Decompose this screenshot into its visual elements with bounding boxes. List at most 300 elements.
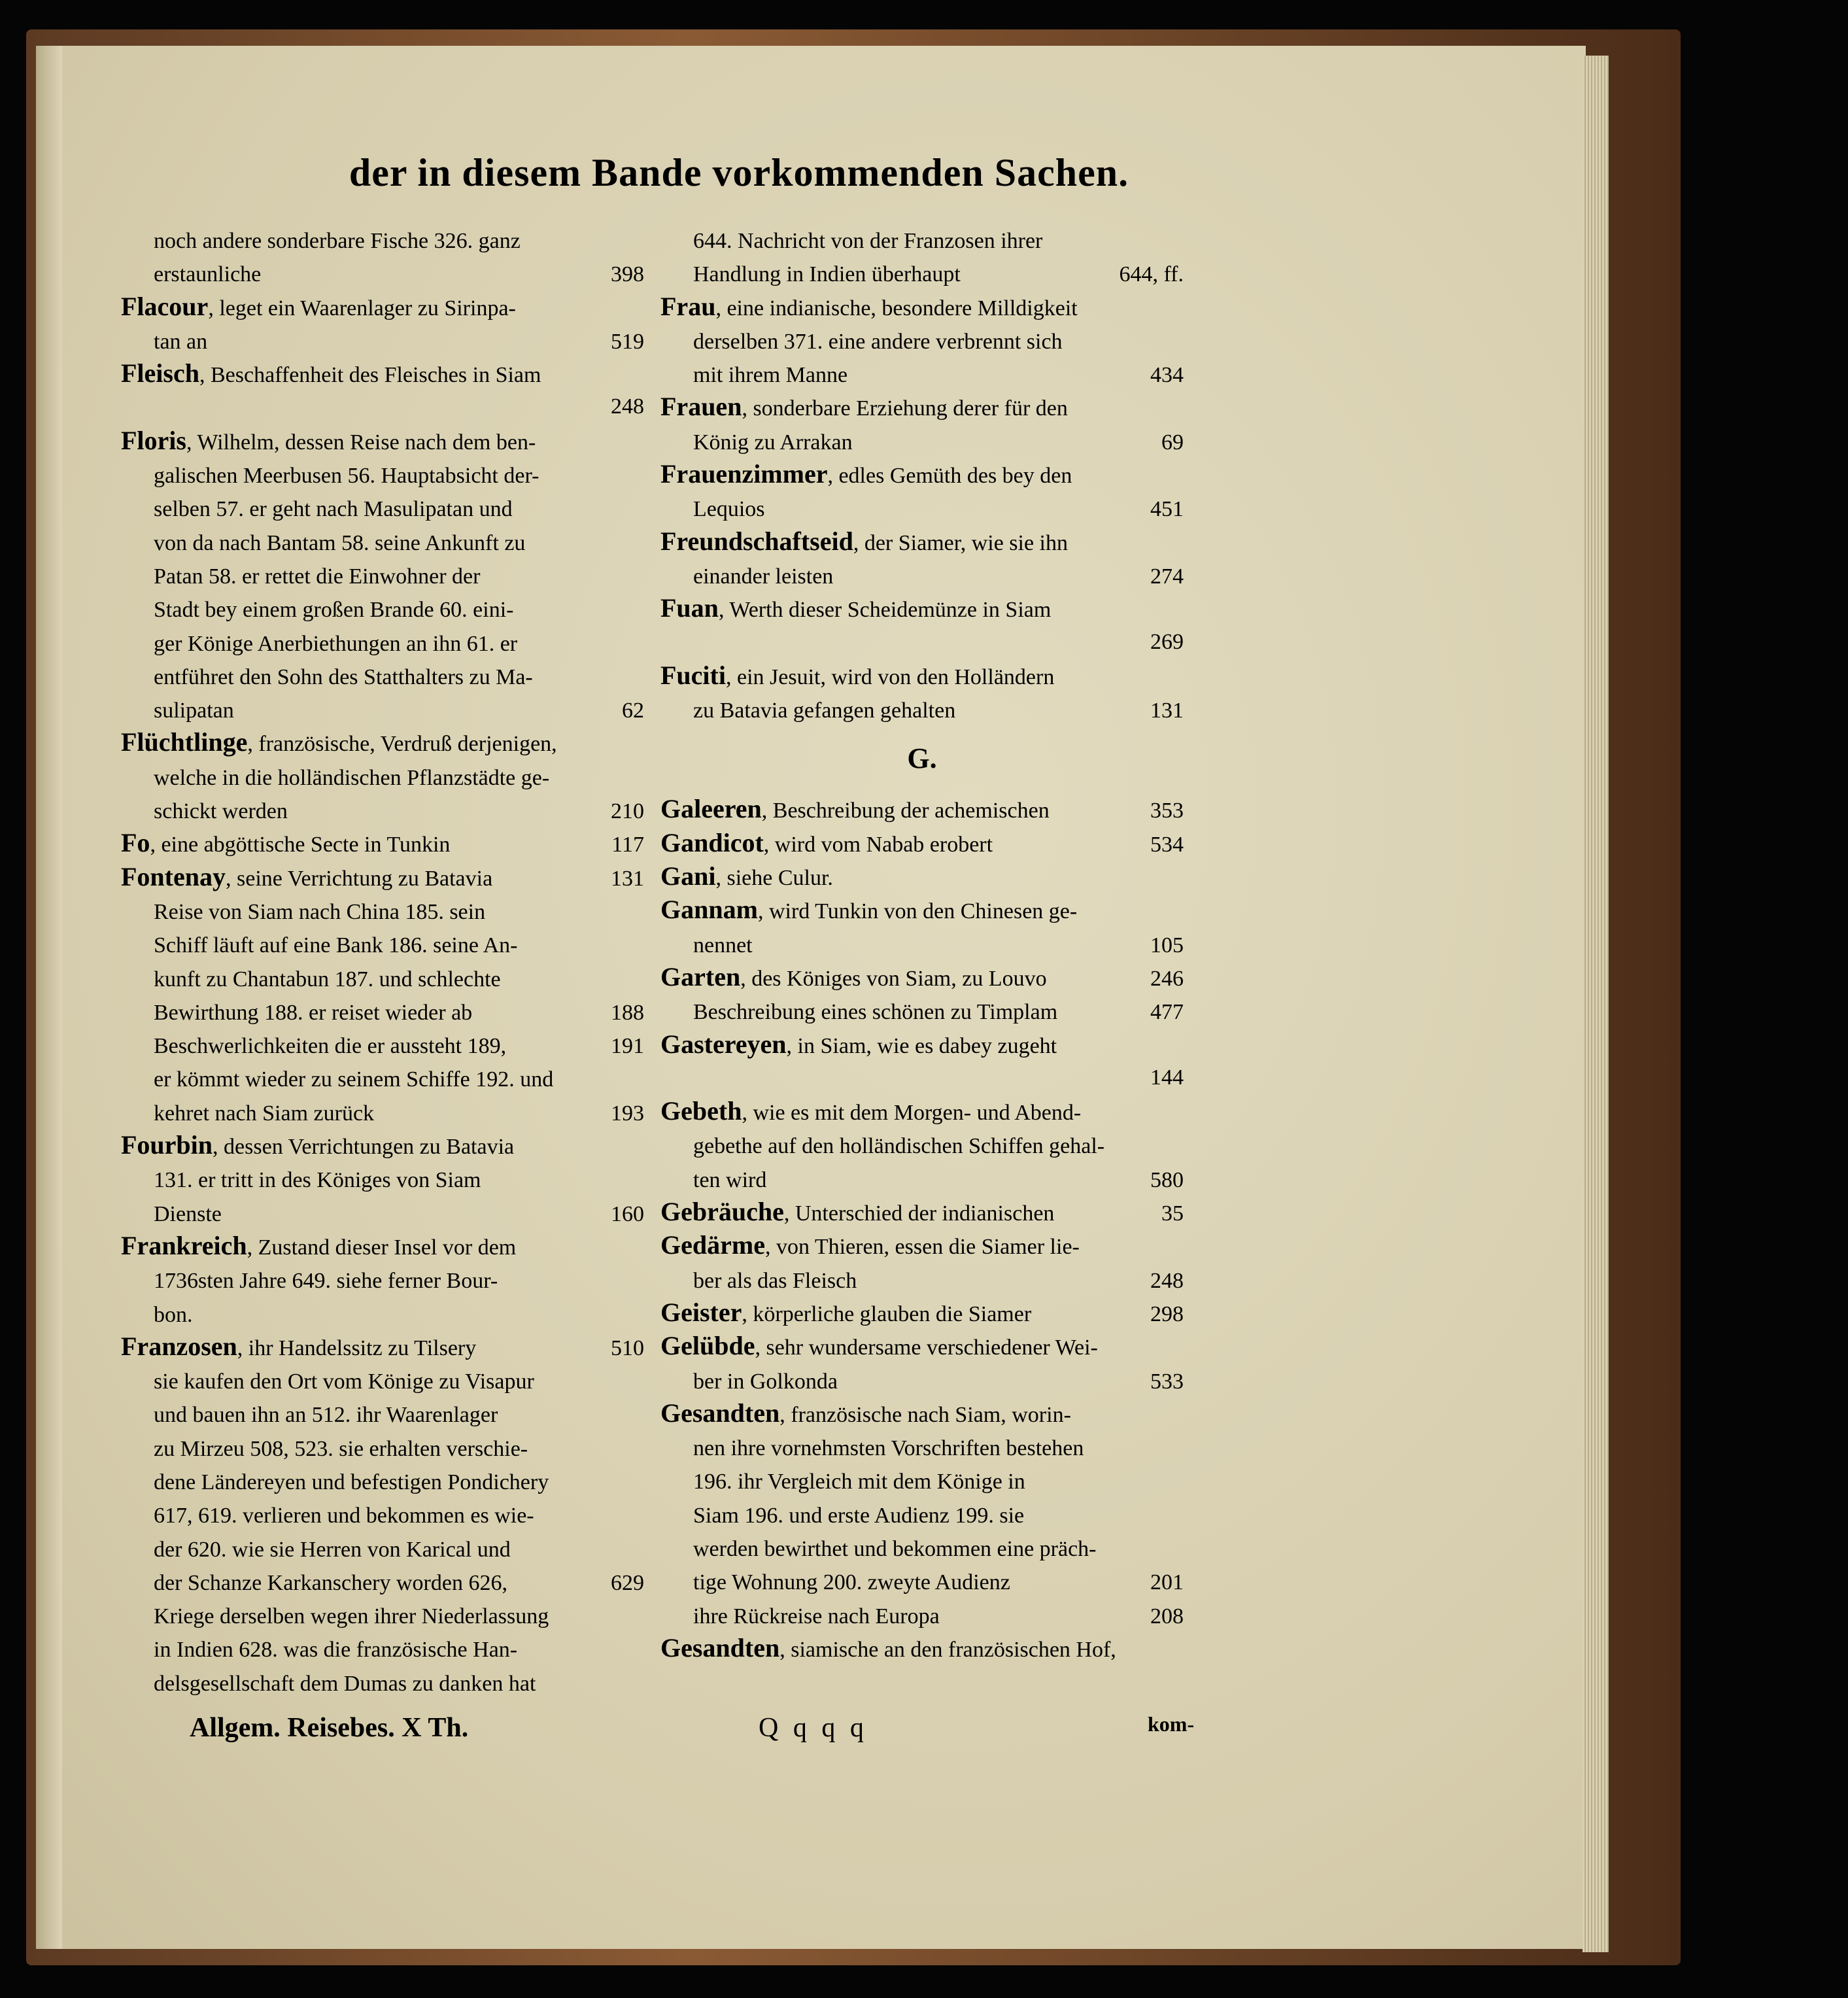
index-description: sie kaufen den Ort vom Könige zu Visapur bbox=[154, 1369, 534, 1394]
index-entry-text bbox=[121, 1464, 549, 1497]
index-description: , sehr wundersame verschiedener Wei- bbox=[755, 1335, 1098, 1360]
index-line bbox=[660, 960, 1184, 993]
index-page-number: 210 bbox=[611, 799, 644, 824]
index-line bbox=[121, 994, 644, 1027]
index-column-left bbox=[121, 222, 644, 1698]
index-entry-text bbox=[660, 424, 853, 457]
index-entry-text bbox=[121, 659, 533, 692]
index-entry-text bbox=[121, 1363, 534, 1396]
index-line bbox=[660, 356, 1184, 390]
index-page-number: 248 bbox=[1150, 1268, 1184, 1293]
index-entry-text bbox=[660, 1329, 1098, 1362]
index-line bbox=[660, 927, 1184, 960]
index-entry-text bbox=[660, 993, 1057, 1027]
index-line bbox=[660, 1631, 1184, 1664]
index-entry-text bbox=[660, 1631, 1116, 1664]
index-line bbox=[660, 256, 1184, 289]
index-page-number: 274 bbox=[1150, 564, 1184, 589]
index-entry-text bbox=[121, 1027, 506, 1061]
index-line bbox=[121, 659, 644, 692]
index-page-number: 69 bbox=[1161, 430, 1184, 455]
index-line bbox=[121, 793, 644, 826]
index-line bbox=[121, 1497, 644, 1530]
index-entry-text bbox=[121, 1330, 476, 1363]
index-entry-text bbox=[660, 1296, 1031, 1329]
index-line bbox=[660, 1262, 1184, 1296]
index-page-number: 160 bbox=[611, 1201, 644, 1226]
index-page-number: 644, ff. bbox=[1119, 262, 1184, 287]
index-description: delsgesellschaft dem Dumas zu danken hat bbox=[154, 1671, 536, 1696]
index-line bbox=[121, 725, 644, 759]
index-description: mit ihrem Manne bbox=[693, 363, 848, 388]
index-line bbox=[121, 927, 644, 960]
index-keyword: Fleisch bbox=[121, 358, 199, 388]
index-description: , leget ein Waarenlager zu Sirinpa- bbox=[208, 296, 516, 320]
index-description: zu Batavia gefangen gehalten bbox=[693, 698, 956, 723]
index-keyword: Gebeth bbox=[660, 1096, 742, 1126]
index-keyword: Gelübde bbox=[660, 1331, 755, 1361]
index-line bbox=[660, 1430, 1184, 1463]
index-entry-text bbox=[121, 1598, 549, 1631]
index-entry-text bbox=[660, 1128, 1104, 1161]
index-entry-text bbox=[660, 927, 753, 960]
index-line bbox=[121, 860, 644, 893]
index-description: , Werth dieser Scheidemünze in Siam bbox=[718, 598, 1052, 623]
index-description: , Beschreibung der achemischen bbox=[761, 799, 1050, 823]
index-line bbox=[660, 491, 1184, 524]
index-entry-text bbox=[121, 1095, 374, 1128]
index-keyword: Frau bbox=[660, 291, 716, 321]
index-entry-text bbox=[121, 1531, 511, 1564]
index-entry-text bbox=[660, 659, 1054, 692]
index-page-number: 35 bbox=[1161, 1201, 1184, 1226]
index-description: nennet bbox=[693, 933, 753, 957]
index-description: Kriege derselben wegen ihrer Niederlassung bbox=[154, 1604, 549, 1629]
index-line bbox=[660, 792, 1184, 825]
index-description: , ein Jesuit, wird von den Holländern bbox=[725, 664, 1055, 689]
index-entry-text bbox=[121, 1262, 498, 1296]
section-letter-heading: G. bbox=[907, 742, 937, 775]
index-keyword: Frauen bbox=[660, 392, 742, 422]
index-line bbox=[121, 893, 644, 927]
index-line bbox=[660, 457, 1184, 491]
index-entry-text bbox=[121, 1061, 553, 1094]
index-entry-text bbox=[121, 1430, 528, 1464]
index-line bbox=[121, 1196, 644, 1229]
gutter-shadow bbox=[36, 46, 62, 1949]
index-description: gebethe auf den holländischen Schiffen gehal- bbox=[693, 1134, 1105, 1159]
index-line bbox=[660, 390, 1184, 423]
index-keyword: Fuciti bbox=[660, 660, 726, 690]
index-entry-text bbox=[660, 826, 993, 859]
index-entry-text bbox=[660, 692, 955, 725]
index-entry-text bbox=[660, 1530, 1096, 1564]
index-keyword: Flüchtlinge bbox=[121, 727, 248, 757]
index-keyword: Frauenzimmer bbox=[660, 459, 828, 489]
index-entry-text bbox=[660, 1497, 1024, 1530]
index-description: ber als das Fleisch bbox=[693, 1268, 857, 1293]
index-line bbox=[660, 659, 1184, 692]
index-entry-text bbox=[660, 792, 1050, 825]
index-description: dene Ländereyen und befestigen Pondichery bbox=[154, 1470, 549, 1494]
index-entry-text bbox=[121, 759, 549, 793]
index-description: , französische, Verdruß derjenigen, bbox=[247, 732, 557, 757]
index-entry-text bbox=[660, 558, 833, 591]
footer-catchword: kom- bbox=[1148, 1712, 1195, 1736]
index-description: König zu Arrakan bbox=[693, 430, 853, 455]
index-description: Reise von Siam nach China 185. sein bbox=[154, 899, 486, 924]
index-description: 644. Nachricht von der Franzosen ihrer bbox=[693, 229, 1043, 253]
index-line bbox=[121, 558, 644, 591]
index-entry-text bbox=[121, 290, 516, 323]
index-line bbox=[121, 591, 644, 625]
index-line bbox=[121, 1128, 644, 1162]
index-description: Schiff läuft auf eine Bank 186. seine An- bbox=[154, 933, 518, 958]
index-line bbox=[660, 1228, 1184, 1262]
index-description: ihre Rückreise nach Europa bbox=[693, 1604, 940, 1628]
index-description: , Zustand dieser Insel vor dem bbox=[247, 1235, 517, 1260]
index-entry-text bbox=[121, 1564, 507, 1598]
index-line bbox=[121, 1598, 644, 1631]
index-column-right bbox=[660, 222, 1184, 1664]
index-entry-text bbox=[660, 1228, 1080, 1262]
index-line bbox=[660, 424, 1184, 457]
index-line bbox=[660, 1128, 1184, 1161]
index-entry-text bbox=[121, 961, 501, 994]
index-line bbox=[660, 1396, 1184, 1430]
index-line bbox=[660, 1363, 1184, 1396]
index-line bbox=[660, 625, 1184, 659]
index-entry-text bbox=[660, 457, 1072, 491]
index-line bbox=[660, 826, 1184, 859]
index-entry-text bbox=[660, 591, 1051, 625]
index-keyword: Geister bbox=[660, 1297, 742, 1327]
index-keyword: Gebräuche bbox=[660, 1197, 784, 1227]
index-keyword: Gastereyen bbox=[660, 1029, 787, 1059]
index-line bbox=[121, 1430, 644, 1464]
index-entry-text bbox=[121, 692, 234, 725]
index-line bbox=[660, 1027, 1184, 1061]
index-description: Beschreibung eines schönen zu Timplam bbox=[693, 1000, 1058, 1025]
index-description: einander leisten bbox=[693, 564, 834, 589]
index-description: von da nach Bantam 58. seine Ankunft zu bbox=[154, 530, 526, 555]
index-description: , körperliche glauben die Siamer bbox=[742, 1301, 1032, 1326]
index-description: , eine indianische, besondere Milldigkeit bbox=[715, 296, 1078, 320]
index-entry-text bbox=[121, 457, 539, 491]
index-entry-text bbox=[660, 356, 847, 390]
index-entry-text bbox=[660, 525, 1068, 558]
index-line bbox=[660, 591, 1184, 625]
index-page-number: 248 bbox=[611, 394, 644, 419]
index-entry-text bbox=[660, 859, 833, 893]
index-page-number: 246 bbox=[1150, 966, 1184, 991]
index-line bbox=[121, 625, 644, 659]
index-description: ber in Golkonda bbox=[693, 1369, 838, 1394]
index-description: bon. bbox=[154, 1302, 193, 1327]
index-description: werden bewirthet und bekommen eine präch- bbox=[693, 1536, 1097, 1561]
index-entry-text bbox=[121, 1497, 534, 1530]
index-entry-text bbox=[121, 424, 536, 457]
index-keyword: Franzosen bbox=[121, 1331, 237, 1361]
index-entry-text bbox=[121, 256, 261, 289]
index-description: , sonderbare Erziehung derer für den bbox=[742, 396, 1068, 421]
index-line bbox=[660, 1598, 1184, 1631]
index-description: , ihr Handelssitz zu Tilsery bbox=[237, 1335, 477, 1360]
index-line bbox=[660, 222, 1184, 256]
index-description: , siehe Culur. bbox=[715, 866, 833, 891]
index-description: und bauen ihn an 512. ihr Waarenlager bbox=[154, 1403, 498, 1428]
index-entry-text bbox=[121, 994, 472, 1027]
index-page-number: 208 bbox=[1150, 1604, 1184, 1628]
index-page-number: 298 bbox=[1150, 1301, 1184, 1326]
index-line bbox=[660, 859, 1184, 893]
footer-signature-mark: Q q q q bbox=[759, 1713, 868, 1743]
index-line bbox=[121, 390, 644, 423]
index-line bbox=[660, 1195, 1184, 1228]
index-description: selben 57. er geht nach Masulipatan und bbox=[154, 497, 513, 522]
index-keyword: Fontenay bbox=[121, 861, 226, 891]
index-entry-text bbox=[121, 525, 525, 558]
index-description: schickt werden bbox=[154, 799, 288, 824]
index-page-number: 534 bbox=[1150, 832, 1184, 857]
index-description: galischen Meerbusen 56. Hauptabsicht der- bbox=[154, 464, 539, 489]
index-description: Dienste bbox=[154, 1201, 222, 1226]
index-entry-text bbox=[660, 1598, 940, 1631]
page-fore-edge bbox=[1583, 56, 1609, 1952]
index-keyword: Gandicot bbox=[660, 827, 764, 857]
index-keyword: Freundschaftseid bbox=[660, 526, 853, 556]
index-page-number: 434 bbox=[1150, 363, 1184, 388]
index-page-number: 193 bbox=[611, 1101, 644, 1126]
index-description: Bewirthung 188. er reiset wieder ab bbox=[154, 1000, 473, 1025]
index-line bbox=[660, 1530, 1184, 1564]
index-entry-text bbox=[660, 1463, 1025, 1496]
index-entry-text bbox=[660, 1027, 1057, 1061]
index-line bbox=[121, 424, 644, 457]
index-line bbox=[660, 1463, 1184, 1496]
index-line bbox=[660, 1329, 1184, 1362]
index-entry-text bbox=[660, 960, 1047, 993]
index-description: , wird Tunkin von den Chinesen ge- bbox=[757, 899, 1078, 924]
index-description: kunft zu Chantabun 187. und schlechte bbox=[154, 967, 501, 991]
index-description: , Beschaffenheit des Fleisches in Siam bbox=[199, 363, 541, 388]
index-entry-text bbox=[660, 256, 961, 289]
index-line bbox=[121, 290, 644, 323]
index-line bbox=[121, 356, 644, 390]
index-line bbox=[121, 1162, 644, 1195]
index-line bbox=[660, 525, 1184, 558]
index-entry-text bbox=[121, 491, 513, 524]
index-keyword: Garten bbox=[660, 961, 741, 991]
index-description: Stadt bey einem großen Brande 60. eini- bbox=[154, 598, 514, 623]
index-line bbox=[660, 1061, 1184, 1094]
index-line bbox=[121, 1631, 644, 1664]
index-description: tige Wohnung 200. zweyte Audienz bbox=[693, 1570, 1010, 1595]
index-entry-text bbox=[660, 1430, 1084, 1463]
index-line bbox=[660, 893, 1184, 926]
index-line bbox=[660, 1564, 1184, 1597]
index-entry-text bbox=[121, 1396, 498, 1430]
index-line bbox=[121, 491, 644, 524]
index-keyword: Floris bbox=[121, 425, 186, 455]
index-line bbox=[660, 323, 1184, 356]
index-line bbox=[121, 323, 644, 356]
index-keyword: Flacour bbox=[121, 291, 209, 321]
index-entry-text bbox=[660, 1094, 1081, 1128]
index-description: welche in die holländischen Pflanzstädte ge- bbox=[154, 765, 550, 790]
index-line bbox=[121, 1330, 644, 1363]
index-line bbox=[121, 457, 644, 491]
index-description: , in Siam, wie es dabey zugeht bbox=[786, 1033, 1057, 1058]
index-entry-text bbox=[121, 826, 450, 859]
index-page-number: 144 bbox=[1150, 1065, 1184, 1090]
index-description: 1736sten Jahre 649. siehe ferner Bour- bbox=[154, 1269, 498, 1294]
index-keyword: Frankreich bbox=[121, 1230, 247, 1260]
index-line bbox=[121, 1027, 644, 1061]
index-description: noch andere sonderbare Fische 326. ganz bbox=[154, 229, 521, 253]
index-description: , edles Gemüth des bey den bbox=[827, 464, 1072, 489]
index-description: der Schanze Karkanschery worden 626, bbox=[154, 1570, 507, 1595]
index-page-number: 191 bbox=[611, 1034, 644, 1059]
index-entry-text bbox=[121, 860, 492, 893]
index-keyword: Fourbin bbox=[121, 1130, 213, 1160]
index-keyword: Gesandten bbox=[660, 1398, 780, 1428]
index-entry-text bbox=[660, 290, 1078, 323]
index-line bbox=[121, 1564, 644, 1598]
index-line bbox=[121, 1464, 644, 1497]
index-entry-text bbox=[660, 1162, 766, 1195]
index-entry-text bbox=[660, 1396, 1071, 1430]
index-line bbox=[121, 692, 644, 725]
index-description: in Indien 628. was die französische Han- bbox=[154, 1638, 518, 1662]
index-description: , französische nach Siam, worin- bbox=[779, 1402, 1071, 1427]
index-page-number: 353 bbox=[1150, 799, 1184, 823]
index-entry-text bbox=[121, 1296, 193, 1330]
index-entry-text bbox=[121, 793, 288, 826]
index-page-number: 451 bbox=[1150, 497, 1184, 522]
index-line bbox=[121, 826, 644, 859]
index-keyword: Gesandten bbox=[660, 1632, 780, 1662]
index-entry-text bbox=[660, 491, 765, 524]
index-line bbox=[121, 1396, 644, 1430]
index-page-number: 269 bbox=[1150, 629, 1184, 654]
index-line bbox=[121, 1531, 644, 1564]
index-entry-text bbox=[121, 1128, 514, 1162]
index-column-right-bottom bbox=[660, 792, 1184, 1664]
index-page-number: 131 bbox=[611, 866, 644, 891]
index-description: , von Thieren, essen die Siamer lie- bbox=[764, 1235, 1080, 1260]
index-entry-text bbox=[660, 1564, 1010, 1597]
index-description: Patan 58. er rettet die Einwohner der bbox=[154, 564, 481, 589]
index-description: kehret nach Siam zurück bbox=[154, 1101, 375, 1126]
index-description: sulipatan bbox=[154, 698, 234, 723]
index-line bbox=[660, 692, 1184, 725]
index-entry-text bbox=[660, 1262, 857, 1296]
index-entry-text bbox=[660, 390, 1068, 423]
index-line bbox=[660, 1296, 1184, 1329]
index-entry-text bbox=[660, 893, 1077, 926]
index-entry-text bbox=[121, 356, 541, 390]
index-page-number: 629 bbox=[611, 1570, 644, 1595]
index-description: 196. ihr Vergleich mit dem Könige in bbox=[693, 1470, 1025, 1494]
footer-volume-title: Allgem. Reisebes. X Th. bbox=[190, 1713, 469, 1743]
index-description: , siamische an den französischen Hof, bbox=[779, 1637, 1116, 1662]
index-entry-text bbox=[121, 893, 485, 927]
index-page-number: 201 bbox=[1150, 1570, 1184, 1595]
index-description: Siam 196. und erste Audienz 199. sie bbox=[693, 1503, 1025, 1528]
index-description: erstaunliche bbox=[154, 262, 262, 287]
index-page-number: 398 bbox=[611, 262, 644, 287]
index-line bbox=[121, 1095, 644, 1128]
index-entry-text bbox=[121, 222, 521, 256]
index-line bbox=[660, 1497, 1184, 1530]
index-page-number: 188 bbox=[611, 1000, 644, 1025]
index-entry-text bbox=[121, 927, 517, 960]
index-description: der 620. wie sie Herren von Karical und bbox=[154, 1537, 511, 1562]
index-line bbox=[660, 1094, 1184, 1128]
index-line bbox=[121, 222, 644, 256]
index-entry-text bbox=[121, 1196, 222, 1229]
index-page-number: 510 bbox=[611, 1335, 644, 1360]
index-keyword: Gedärme bbox=[660, 1230, 765, 1260]
index-entry-text bbox=[121, 323, 207, 356]
index-description: entführet den Sohn des Statthalters zu Ma- bbox=[154, 664, 533, 689]
index-line bbox=[121, 256, 644, 289]
index-description: Handlung in Indien überhaupt bbox=[693, 262, 961, 287]
index-description: , des Königes von Siam, zu Louvo bbox=[740, 966, 1047, 991]
index-line bbox=[121, 1665, 644, 1698]
index-page-number: 117 bbox=[611, 833, 644, 857]
index-entry-text bbox=[121, 625, 517, 659]
index-line bbox=[121, 1296, 644, 1330]
index-page-number: 62 bbox=[622, 698, 644, 723]
index-entry-text bbox=[121, 558, 480, 591]
running-header: der in diesem Bande vorkommenden Sachen. bbox=[349, 151, 1129, 194]
index-description: tan an bbox=[154, 329, 208, 354]
index-entry-text bbox=[660, 323, 1063, 356]
index-description: derselben 371. eine andere verbrennt sich bbox=[693, 329, 1063, 354]
index-keyword: Gani bbox=[660, 861, 716, 891]
index-entry-text bbox=[121, 591, 513, 625]
index-column-right-top bbox=[660, 222, 1184, 725]
index-description: , eine abgöttische Secte in Tunkin bbox=[150, 833, 451, 857]
index-description: er kömmt wieder zu seinem Schiffe 192. und bbox=[154, 1067, 554, 1092]
index-entry-text bbox=[121, 1162, 481, 1195]
index-description: , wie es mit dem Morgen- und Abend- bbox=[742, 1101, 1082, 1126]
index-description: 617, 619. verlieren und bekommen es wie- bbox=[154, 1504, 534, 1528]
index-page-number: 105 bbox=[1150, 933, 1184, 957]
index-line bbox=[121, 1262, 644, 1296]
index-description: zu Mirzeu 508, 523. sie erhalten verschie- bbox=[154, 1436, 528, 1461]
index-page-number: 519 bbox=[611, 329, 644, 354]
index-keyword: Galeeren bbox=[660, 794, 762, 824]
index-line bbox=[121, 1363, 644, 1396]
index-description: Beschwerlichkeiten die er aussteht 189, bbox=[154, 1034, 507, 1059]
index-description: , seine Verrichtung zu Batavia bbox=[226, 866, 493, 891]
index-entry-text bbox=[121, 725, 557, 759]
index-line bbox=[121, 525, 644, 558]
index-description: Lequios bbox=[693, 497, 765, 522]
index-line bbox=[660, 558, 1184, 591]
index-line bbox=[121, 961, 644, 994]
index-entry-text bbox=[660, 222, 1042, 256]
index-page-number: 131 bbox=[1150, 698, 1184, 723]
index-description: nen ihre vornehmsten Vorschriften bestehen bbox=[693, 1436, 1084, 1461]
index-description: , der Siamer, wie sie ihn bbox=[853, 530, 1069, 555]
index-description: , Wilhelm, dessen Reise nach dem ben- bbox=[186, 430, 536, 455]
index-line bbox=[121, 1229, 644, 1262]
index-keyword: Fo bbox=[121, 828, 150, 858]
